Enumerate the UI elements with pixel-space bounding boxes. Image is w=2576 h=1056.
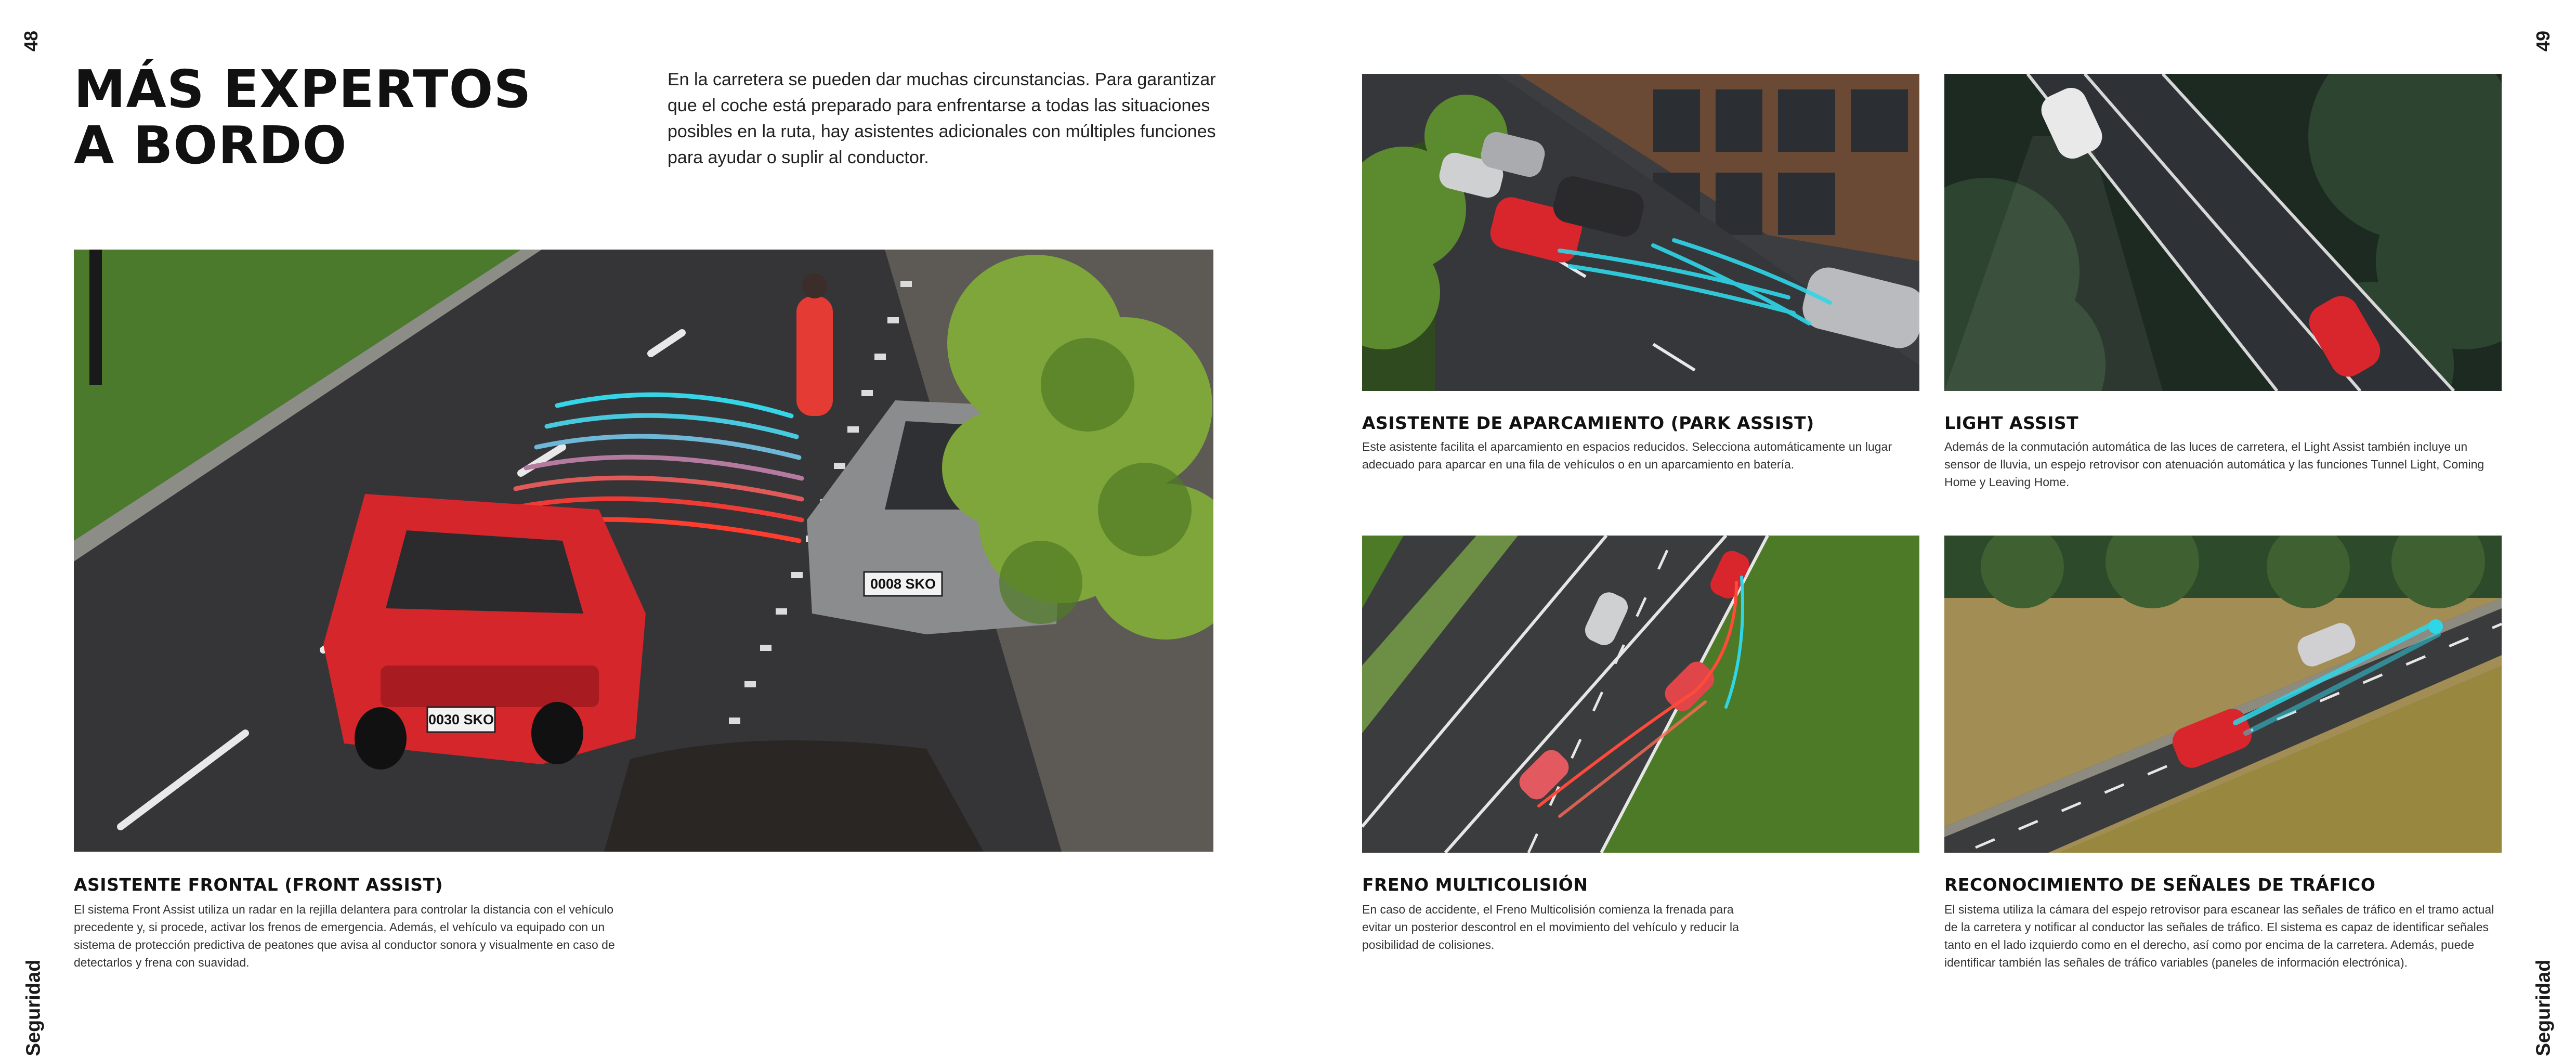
sign-recognition-description: El sistema utiliza la cámara del espejo retrovisor para escanear las señales de tráfico en el tramo actual de la carretera y notificar al conductor las señales de tráfico. El sistema es capaz de identificar señales tanto en el lado izquierdo como en el derecho, así como por encima de la carretera. Además, puede identificar también las señales de tráfico variables (paneles de información electrónica). — [1944, 903, 2494, 969]
park-assist-photo — [1362, 74, 1919, 391]
title-line-2: A BORDO — [74, 115, 347, 176]
light-assist-photo — [1944, 74, 2502, 391]
page-number-left: 48 — [20, 30, 42, 52]
multicollision-title: FRENO MULTICOLISIÓN — [1362, 875, 1588, 895]
light-assist-title: LIGHT ASSIST — [1944, 413, 2079, 433]
section-label-left: Seguridad — [22, 959, 45, 1056]
sign-recognition-photo — [1944, 536, 2502, 853]
sign-recognition-title: RECONOCIMIENTO DE SEÑALES DE TRÁFICO — [1944, 875, 2376, 895]
section-label-right: Seguridad — [2532, 959, 2555, 1056]
light-assist-description: Además de la conmutación automática de las luces de carretera, el Light Assist también incluye un sensor de lluvia, un espejo retrovisor con atenuación automática y las funciones Tunnel Light, Coming Home y Leaving Home. — [1944, 440, 2485, 489]
multicollision-description: En caso de accidente, el Freno Multicolisión comienza la frenada para evitar un posterior descontrol en el movimiento del vehículo y reducir la posibilidad de colisiones. — [1362, 903, 1739, 951]
front-assist-description: El sistema Front Assist utiliza un radar en la rejilla delantera para controlar la distancia con el vehículo precedente y, si procede, activar los frenos de emergencia. Además, el vehículo va equipado con un sistema de protección predictiva de peatones que avisa al conductor sonora y visualmente en caso de detectarlos y frena con suavidad. — [74, 903, 615, 969]
front-car-plate: 0030 SKO — [428, 712, 494, 727]
page-title — [74, 61, 532, 174]
page-number-right: 49 — [2532, 30, 2554, 52]
park-assist-description: Este asistente facilita el aparcamiento en espacios reducidos. Selecciona automáticamente un lugar adecuado para aparcar en una fila de vehículos o en un aparcamiento en batería. — [1362, 440, 1892, 471]
title-line-1: MÁS EXPERTOS — [74, 59, 532, 120]
multicollision-photo — [1362, 536, 1919, 853]
rear-car-plate: 0008 SKO — [870, 576, 936, 592]
intro-paragraph: En la carretera se pueden dar muchas circunstancias. Para garantizar que el coche está preparado para enfrentarse a todas las situaciones posibles en la ruta, hay asistentes adicionales con múltiples funciones para ayudar o suplir al conductor. — [668, 70, 1216, 167]
front-assist-title: ASISTENTE FRONTAL (FRONT ASSIST) — [74, 875, 443, 895]
front-assist-photo — [74, 250, 1213, 852]
park-assist-title: ASISTENTE DE APARCAMIENTO (PARK ASSIST) — [1362, 413, 1814, 433]
